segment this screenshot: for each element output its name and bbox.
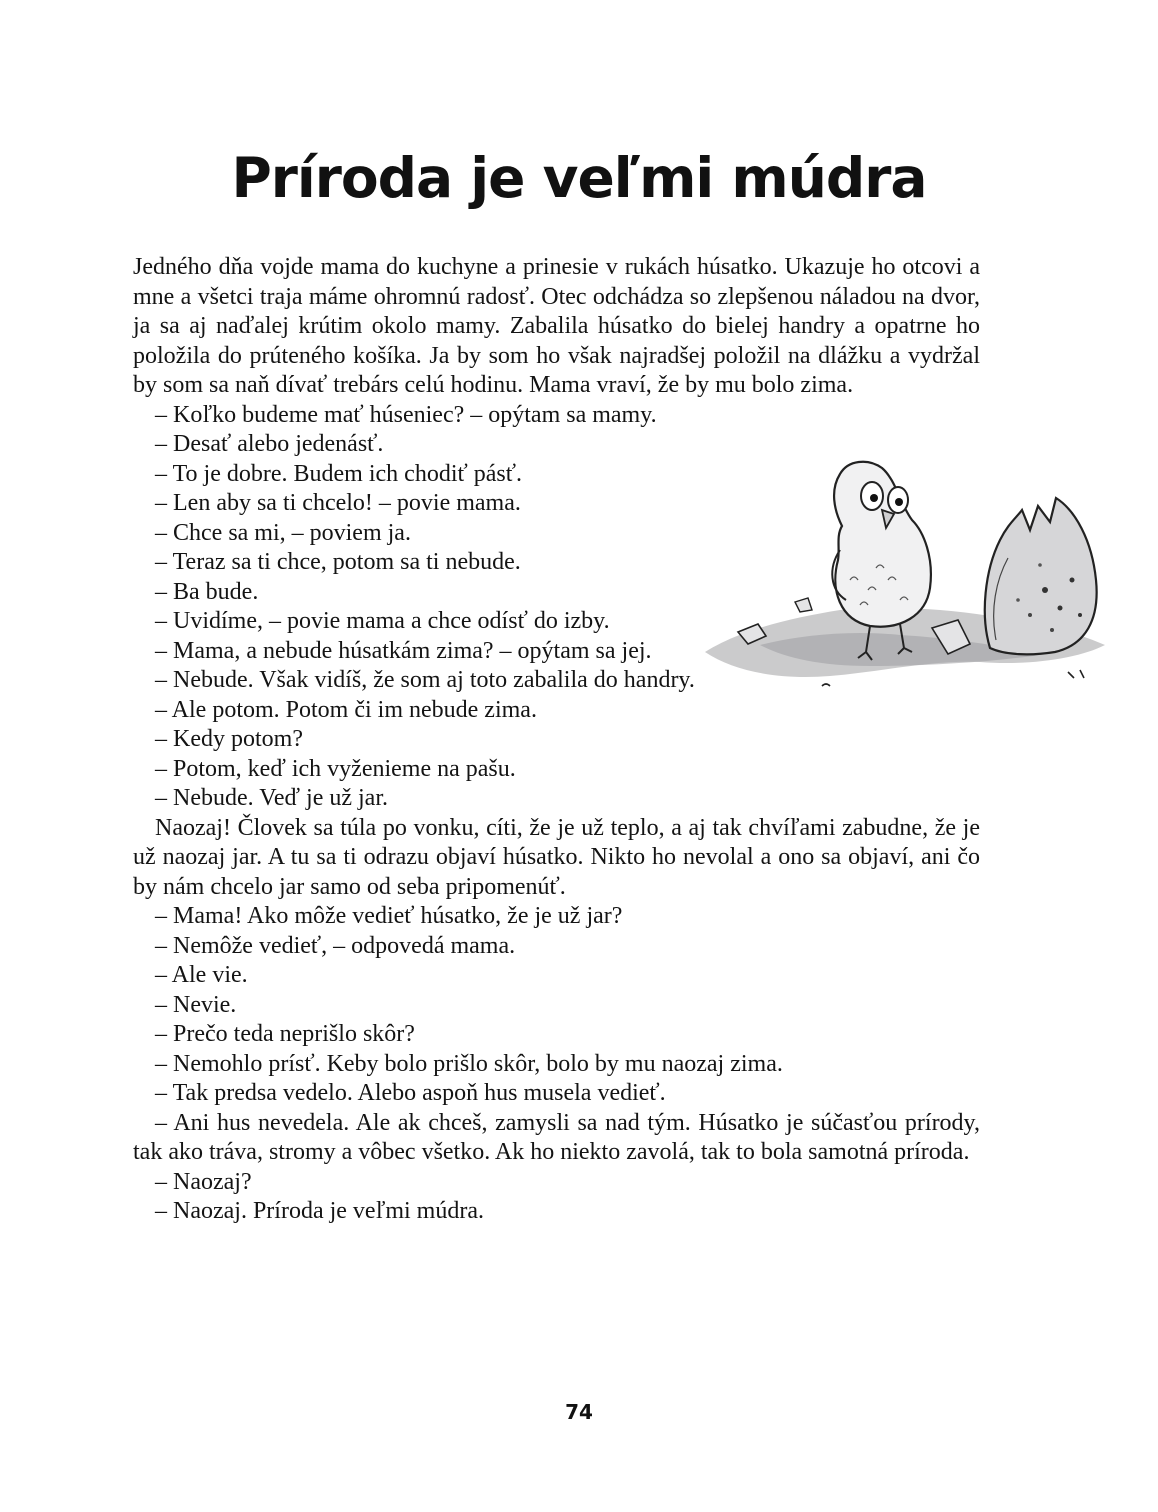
paragraph: Jedného dňa vojde mama do kuchyne a prinesie v rukách húsatko. Ukazuje ho otcovi a mne a všetci traja máme ohromnú radosť. Otec odchádza so zlepšenou náladou na dvor, ja sa aj naďalej krútim okolo mamy. Zabalila húsatko do bielej handry a opatrne ho položila do prúteného košíka. Ja by som ho však najradšej položil na dlážku a vydržal by som sa naň dívať trebárs celú hodinu. Mama vraví, že by mu bolo zima. [133,254,980,398]
dialogue-line: – Naozaj. Príroda je veľmi múdra. [155,1198,484,1224]
dialogue-line: – Nebude. Však vidíš, že som aj toto zabalila do handry. [155,667,695,693]
dialogue-line: – Chce sa mi, – poviem ja. [155,519,411,546]
paragraph: Naozaj! Človek sa túla po vonku, cíti, že je už teplo, a aj tak chvíľami zabudne, že je už naozaj jar. A tu sa ti odrazu objaví húsatko. Nikto ho nevolal a ono sa objaví, ani čo by nám chcelo jar samo od seba pripomenúť. [133,814,980,900]
dialogue-line: – Mama! Ako môže vedieť húsatko, že je už jar? [155,903,623,929]
dialogue-line: – Naozaj? [155,1168,252,1195]
dialogue-line: – Uvidíme, – povie mama a chce odísť do izby. [155,608,610,634]
dialogue-line: – Prečo teda neprišlo skôr? [155,1021,415,1047]
dialogue-line: – Nemôže vedieť, – odpovedá mama. [155,932,516,959]
dialogue-line: – Kedy potom? [155,726,303,752]
page-number: 74 [565,1400,593,1424]
dialogue-line: – Desať alebo jedenásť. [155,431,384,457]
dialogue-line: – Nevie. [155,991,237,1018]
dialogue-line: – Koľko budeme mať húseniec? – opýtam sa mamy. [155,401,657,428]
dialogue-line: – Len aby sa ti chcelo! – povie mama. [155,490,521,516]
dialogue-line: – Tak predsa vedelo. Alebo aspoň hus musela vedieť. [155,1080,666,1106]
dialogue-line: – Ani hus nevedela. Ale ak chceš, zamysli sa nad tým. Húsatko je súčasťou prírody, tak ako tráva, stromy a vôbec všetko. Ak ho niekto zavolá, tak to bola samotná príroda. [133,1109,980,1165]
dialogue-line: – Potom, keď ich vyženieme na pašu. [155,755,516,782]
dialogue-line: – Mama, a nebude húsatkám zima? – opýtam sa jej. [155,637,652,664]
dialogue-line: – Nemohlo prísť. Keby bolo prišlo skôr, bolo by mu naozaj zima. [155,1050,783,1077]
story-text [133,253,980,1227]
gosling-eggshell-icon [700,440,1110,710]
page-title: Príroda je veľmi múdra [231,146,927,210]
dialogue-line: – Ale potom. Potom či im nebude zima. [155,696,537,723]
dialogue-line: – Nebude. Veď je už jar. [155,785,389,811]
dialogue-line: – To je dobre. Budem ich chodiť pásť. [155,460,522,487]
dialogue-line: – Ba bude. [155,578,259,605]
dialogue-line: – Ale vie. [155,962,248,988]
dialogue-line: – Teraz sa ti chce, potom sa ti nebude. [155,549,521,575]
